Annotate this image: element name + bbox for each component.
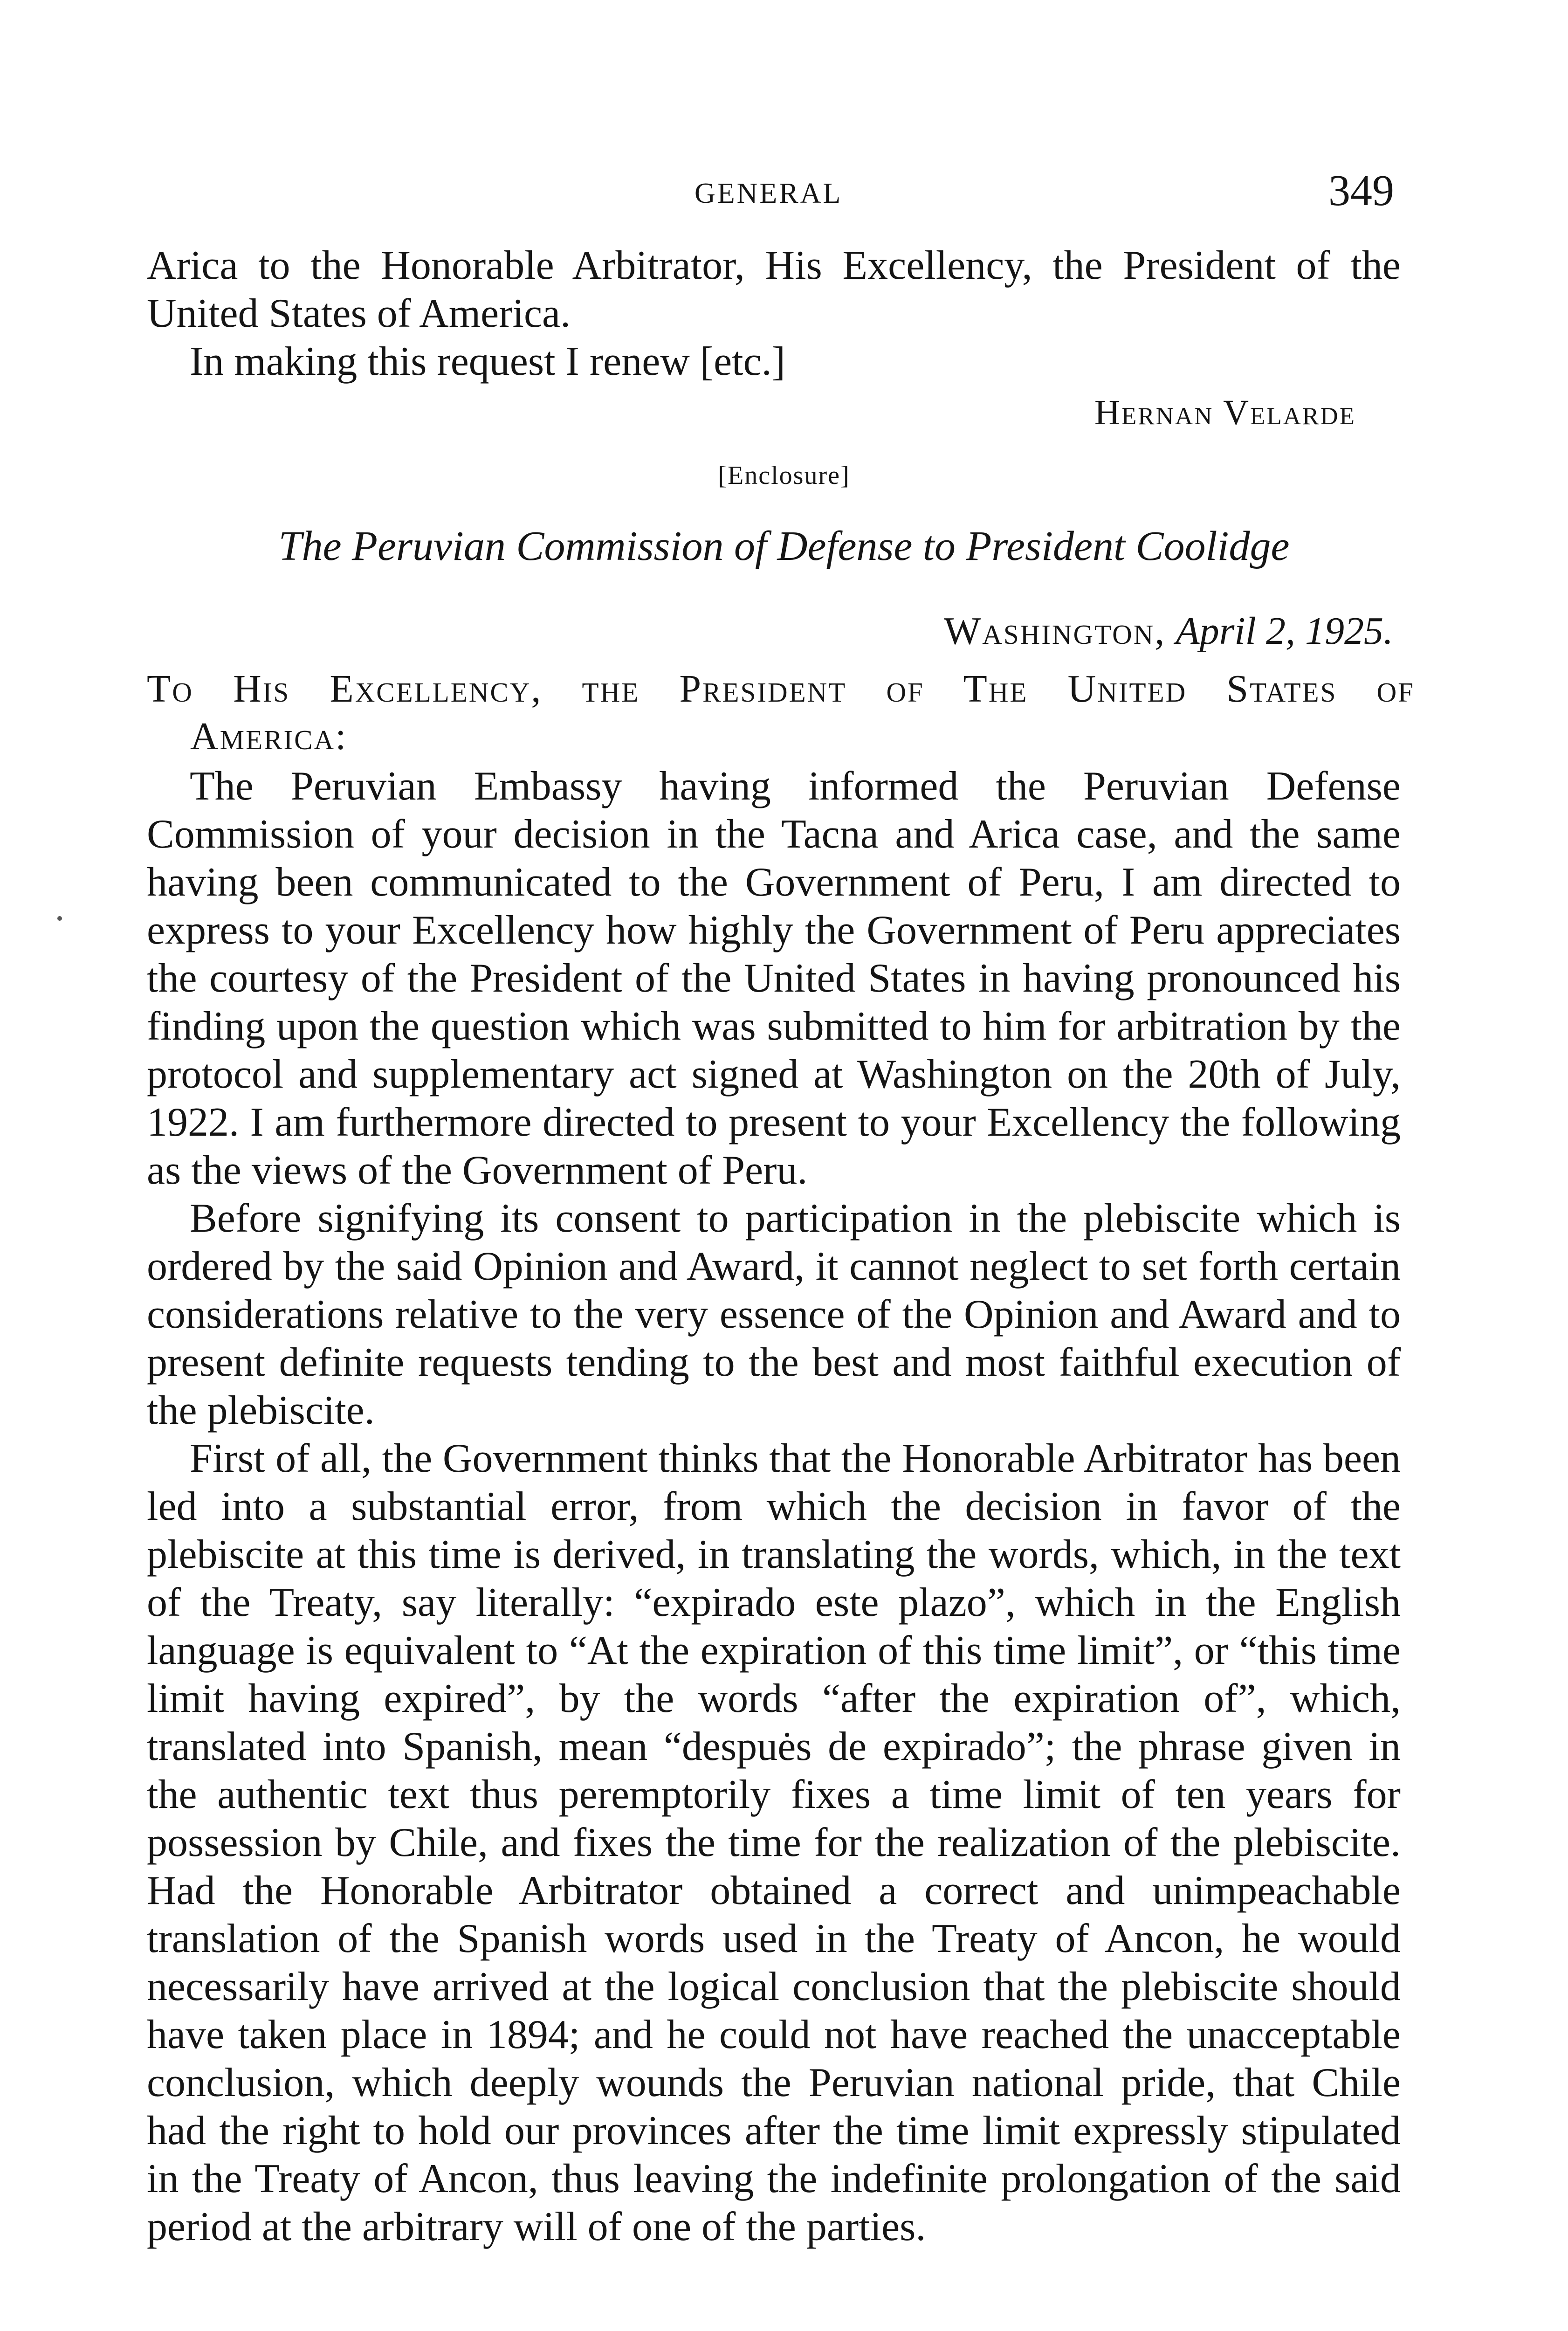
dateline [944, 608, 1393, 654]
dateline-date: April 2, 1925. [1176, 609, 1393, 653]
dateline-place: Washington, [943, 609, 1166, 653]
salutation-continuation: America: [190, 715, 348, 758]
body-paragraph-1: The Peruvian Embassy having informed the Peruvian Defense Commission of your decision in the Tacna and Arica case, and the same having been communicated to the Government of Peru, I am directed to express to your Excellency how highly the Government of Peru appreciates the courtesy of the President of the United States in having pronounced his finding upon the question which was submitted to him for arbitration by the protocol and supplementary act signed at Washington on the 20th of July, 1922. I am furthermore directed to present to your Excellency the following as the views of the Government of Peru. [147, 764, 1401, 1193]
enclosure-label: [Enclosure] [718, 461, 850, 490]
page-number: 349 [1328, 166, 1394, 215]
signature: Hernan Velarde [1094, 393, 1356, 432]
body-paragraph-3: First of all, the Government thinks that the Honorable Arbitrator has been led into a substantial error, from which the decision in favor of the plebiscite at this time is derived, in translating the words, which, in the text of the Treaty, say literally: “expirado este plazo”, which in the English language is equivalent to “At the expiration of this time limit”, or “this time limit having expired”, by the words “after the expiration of”, which, translated into Spanish, mean “despuės de expirado”; the phrase given in the authentic text thus peremptorily fixes a time limit of ten years for possession by Chile, and fixes the time for the realization of the plebiscite. Had the Honorable Arbitrator obtained a correct and unimpeachable translation of the Spanish words used in the Treaty of Ancon, he would necessarily have arrived at the logical conclusion that the plebiscite should have taken place in 1894; and he could not have reached the unacceptable conclusion, which deeply wounds the Peruvian national pride, that Chile had the right to hold our provinces after the time limit expressly stipulated in the Treaty of Ancon, thus leaving the indefinite prolongation of the said period at the arbitrary will of one of the parties. [147, 1436, 1401, 2249]
salutation-line: To His Excellency, the President of The United States of [147, 667, 1415, 710]
closing-sentence: In making this request I renew [etc.] [190, 339, 785, 384]
margin-mark [57, 916, 62, 921]
enclosure-title: The Peruvian Commission of Defense to President Coolidge [278, 523, 1290, 569]
body-paragraph-2: Before signifying its consent to participation in the plebiscite which is ordered by the said Opinion and Award, it cannot neglect to set forth certain considerations relative to the very essence of the Opinion and Award and to present definite requests tending to the best and most faithful execution of the plebiscite. [147, 1196, 1401, 1433]
enclosure-body [147, 762, 1401, 2251]
running-head: GENERAL [695, 178, 843, 209]
intro-text [147, 241, 1401, 386]
intro-paragraph: Arica to the Honorable Arbitrator, His Excellency, the President of the United States of America. [147, 243, 1401, 336]
